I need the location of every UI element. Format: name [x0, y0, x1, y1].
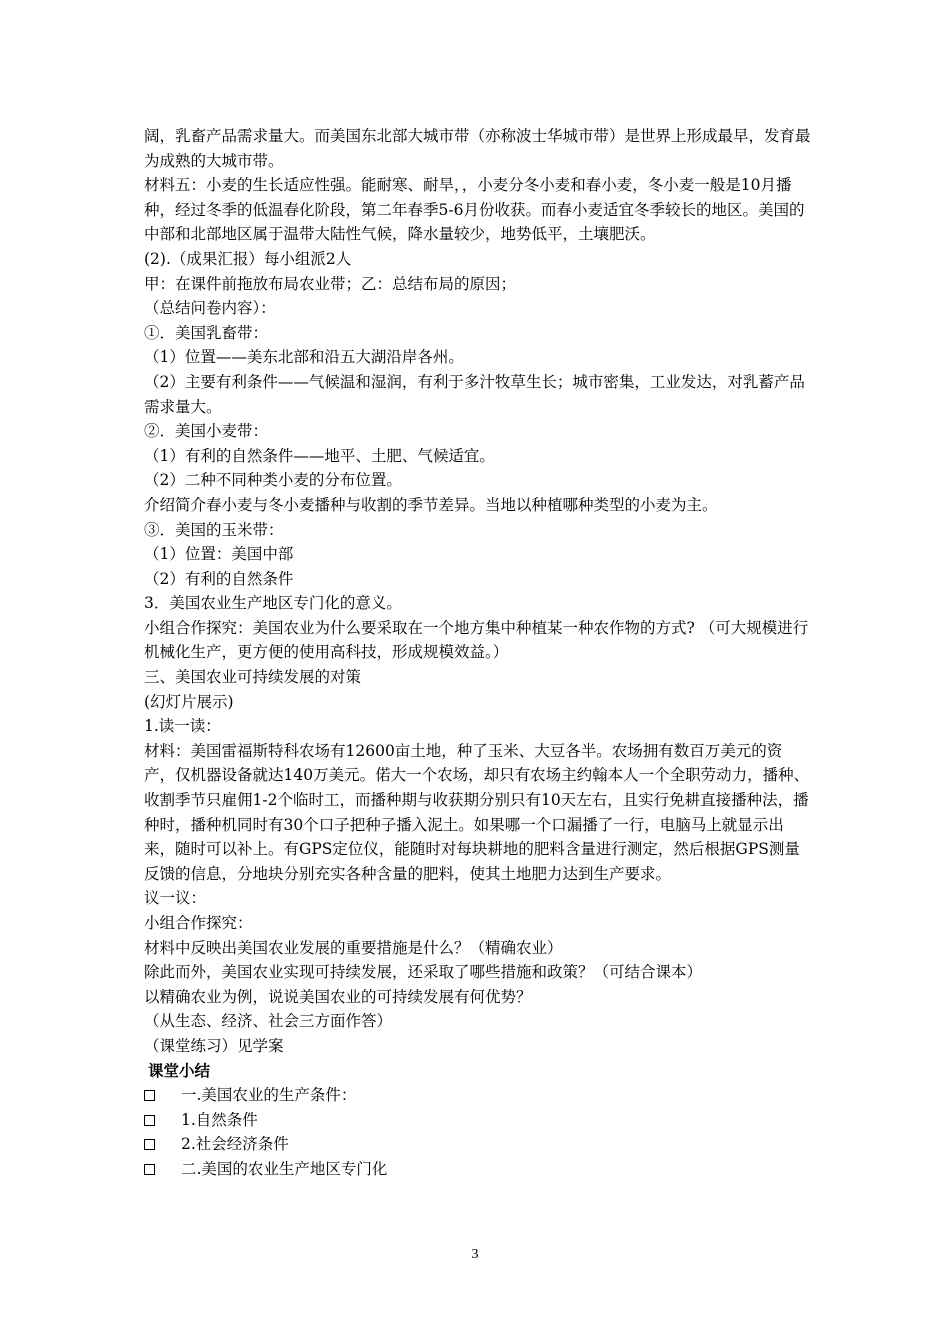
paragraph-27: （从生态、经济、社会三方面作答） [144, 1012, 393, 1031]
paragraph-1: 阔，乳畜产品需求量大。而美国东北部大城市带（亦称波士华城市带）是世界上形成最早，发育最为成熟的大城市带。 [144, 127, 811, 170]
paragraph-8: （2）主要有利条件——气候温和湿润，有利于多汁牧草生长；城市密集，工业发达，对乳蓄产品需求量大。 [144, 372, 805, 416]
summary-item [144, 1132, 812, 1157]
paragraph-28: （课堂练习）见学案 [144, 1036, 284, 1055]
paragraph-14: （1）位置：美国中部 [144, 545, 294, 564]
summary-item [144, 1108, 812, 1133]
summary-item-text: 一.美国农业的生产条件： [181, 1086, 357, 1105]
paragraph-23: 小组合作探究： [144, 914, 253, 932]
paragraph-9: ②．美国小麦带： [144, 422, 269, 441]
paragraph-4: 甲：在课件前拖放布局农业带；乙：总结布局的原因； [144, 274, 517, 293]
paragraph-24: 材料中反映出美国农业发展的重要措施是什么？（精确农业） [144, 938, 563, 957]
paragraph-12: 介绍简介春小麦与冬小麦播种与收割的季节差异。当地以种植哪种类型的小麦为主。 [144, 495, 718, 514]
paragraph-26: 以精确农业为例，说说美国农业的可持续发展有何优势？ [144, 987, 532, 1006]
checkbox-icon [144, 1090, 155, 1101]
paragraph-22: 议一议： [144, 889, 207, 908]
paragraph-18: 三、美国农业可持续发展的对策 [144, 668, 362, 687]
paragraph-25: 除此而外，美国农业实现可持续发展，还采取了哪些措施和政策？（可结合课本） [144, 963, 703, 982]
paragraph-15: （2）有利的自然条件 [144, 569, 294, 588]
summary-item [144, 1083, 812, 1108]
checkbox-icon [144, 1164, 155, 1175]
summary-item [144, 1157, 812, 1182]
paragraph-11: （2）二种不同种类小麦的分布位置。 [144, 471, 402, 490]
paragraph-20: 1.读一读： [144, 717, 221, 736]
summary-heading: 课堂小结 [148, 1060, 211, 1080]
page-content [144, 124, 812, 1182]
summary-item-text: 2.社会经济条件 [181, 1135, 289, 1154]
paragraph-7: （1）位置——美东北部和沿五大湖沿岸各州。 [144, 348, 464, 367]
summary-item-text: 1.自然条件 [181, 1110, 258, 1129]
paragraph-19: (幻灯片展示) [144, 692, 234, 711]
page-number: 3 [471, 1247, 479, 1262]
paragraph-10: （1）有利的自然条件——地平、土肥、气候适宜。 [144, 446, 495, 465]
paragraph-3: (2).（成果汇报）每小组派2人 [144, 249, 352, 268]
paragraph-21: 材料：美国雷福斯特科农场有12600亩土地，种了玉米、大豆各半。农场拥有数百万美元的资产，仅机器设备就达140万美元。偌大一个农场，却只有农场主约翰本人一个全职劳动力，播种、收割季节只雇佣1-2个临时工，而播种期与收获期分别只有10天左右，且实行免耕直接播种法，播种时，播种机同时有30个口子把种子播入泥土。如果哪一个口漏播了一行，电脑马上就显示出来，随时可以补上。有GPS定位仪，能随时对每块耕地的肥料含量进行测定，然后根据GPS测量反馈的信息，分地块分别充实各种含量的肥料，使其土地肥力达到生产要求。 [144, 741, 810, 883]
paragraph-17: 小组合作探究：美国农业为什么要采取在一个地方集中种植某一种农作物的方式? （可大规模进行机械化生产，更方便的使用高科技，形成规模效益。） [144, 618, 809, 662]
paragraph-13: ③．美国的玉米带： [144, 520, 284, 539]
checkbox-icon [144, 1115, 155, 1126]
summary-item-text: 二.美国的农业生产地区专门化 [181, 1159, 388, 1178]
paragraph-2: 材料五：小麦的生长适应性强。能耐寒、耐旱，，小麦分冬小麦和春小麦，冬小麦一般是10月播种，经过冬季的低温春化阶段，第二年春季5-6月份收获。而春小麦适宜冬季较长的地区。美国的中部和北部地区属于温带大陆性气候，降水量较少，地势低平，土壤肥沃。 [144, 176, 805, 244]
paragraph-5: （总结问卷内容）： [144, 299, 276, 318]
checkbox-icon [144, 1139, 155, 1150]
paragraph-16: 3．美国农业生产地区专门化的意义。 [144, 594, 402, 613]
paragraph-6: ①．美国乳畜带： [144, 323, 269, 342]
